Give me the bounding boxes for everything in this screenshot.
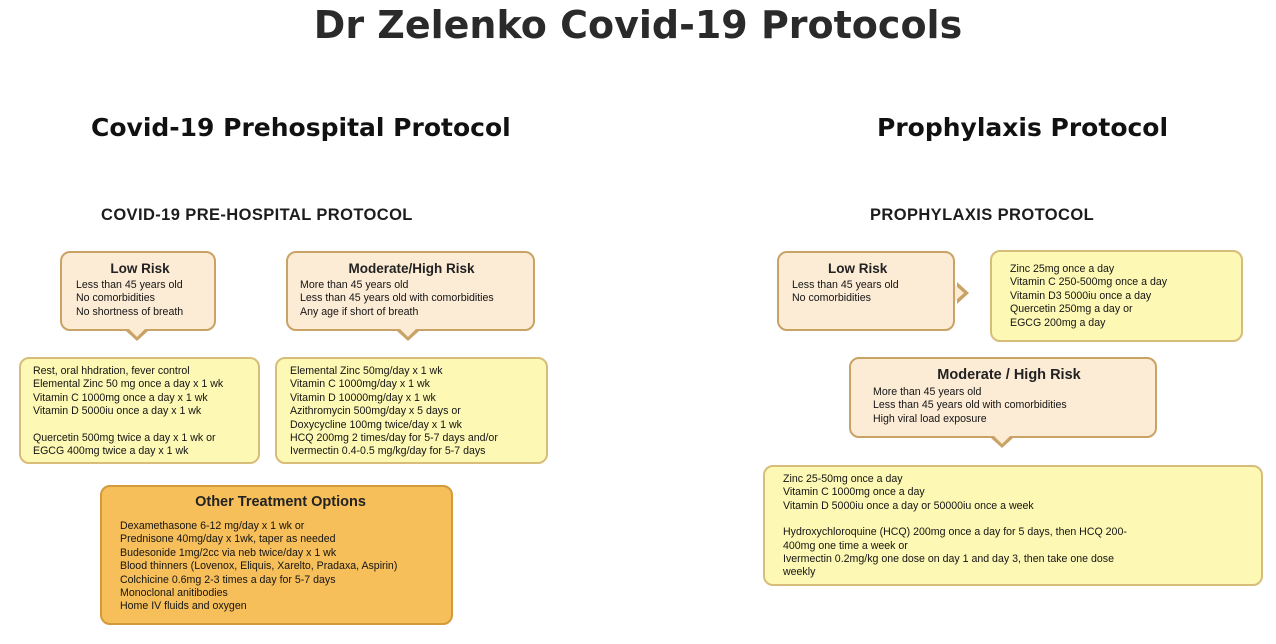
criteria-line: Less than 45 years old [792,279,899,291]
treatment-line: Doxycycline 100mg twice/day x 1 wk [290,418,462,431]
arrow-down-icon [397,331,419,341]
prophylaxis-low-risk-box [777,251,955,331]
arrow-down-icon [126,331,148,341]
treatment-line: Rest, oral hhdration, fever control [33,365,190,377]
treatment-line: Quercetin 500mg twice a day x 1 wk or [33,431,216,444]
treatment-line: Vitamin D3 5000iu once a day [1010,289,1152,302]
prehospital-moderate-risk-box [286,251,535,331]
prophylaxis-section-title: Prophylaxis Protocol [877,113,1169,142]
low-risk-title: Low Risk [828,261,888,276]
prehospital-low-risk-box [60,251,216,331]
treatment-line: Zinc 25-50mg once a day [783,473,903,485]
criteria-line: Less than 45 years old with comorbidities [873,399,1067,412]
treatment-line: EGCG 200mg a day [1010,316,1106,329]
prehospital-image-heading: COVID-19 PRE-HOSPITAL PROTOCOL [101,206,413,224]
treatment-line: Ivermectin 0.4-0.5 mg/kg/day for 5-7 days [290,445,486,458]
treatment-line: Blood thinners (Lovenox, Eliquis, Xarelto, Pradaxa, Aspirin) [120,560,398,573]
treatment-line: Vitamin D 5000iu once a day or 50000iu once a week [783,499,1034,512]
treatment-line: Home IV fluids and oxygen [120,600,247,613]
prophylaxis-image-heading: PROPHYLAXIS PROTOCOL [870,206,1095,224]
treatment-line: Colchicine 0.6mg 2-3 times a day for 5-7 days [120,573,336,586]
prehospital-moderate-treatment-box [275,357,548,464]
criteria-line: More than 45 years old [300,279,409,291]
treatment-line: Vitamin C 1000mg once a day x 1 wk [33,391,208,404]
treatment-line: Ivermectin 0.2mg/kg one dose on day 1 and day 3, then take one dose [783,553,1114,566]
treatment-line: Hydroxychloroquine (HCQ) 200mg once a day for 5 days, then HCQ 200- [783,526,1127,539]
arrow-right-icon [957,282,969,304]
prehospital-section-title: Covid-19 Prehospital Protocol [91,113,511,142]
criteria-line: More than 45 years old [873,386,982,398]
prophylaxis-moderate-risk-box [849,357,1157,438]
criteria-line: High viral load exposure [873,412,987,425]
treatment-line: Quercetin 250mg a day or [1010,303,1133,316]
criteria-line: Less than 45 years old [76,279,183,291]
treatment-line: Elemental Zinc 50 mg once a day x 1 wk [33,378,224,391]
other-treatment-options-box [100,485,453,625]
treatment-line: Elemental Zinc 50mg/day x 1 wk [290,365,443,377]
treatment-line: Vitamin C 1000mg once a day [783,486,925,499]
criteria-line: No comorbidities [76,292,155,305]
page-title: Dr Zelenko Covid-19 Protocols [313,3,963,47]
treatment-line: Budesonide 1mg/2cc via neb twice/day x 1 wk [120,546,337,559]
treatment-line: Vitamin D 10000mg/day x 1 wk [290,391,436,404]
prophylaxis-low-treatment-box [990,250,1243,342]
treatment-line: weekly [783,566,816,579]
treatment-line: Dexamethasone 6-12 mg/day x 1 wk or [120,520,305,532]
criteria-line: No comorbidities [792,292,871,305]
treatment-line: Prednisone 40mg/day x 1wk, taper as needed [120,533,336,546]
treatment-line: Vitamin C 250-500mg once a day [1010,276,1168,289]
low-risk-title: Low Risk [110,261,170,276]
treatment-line: Vitamin D 5000iu once a day x 1 wk [33,405,202,418]
treatment-line: Vitamin C 1000mg/day x 1 wk [290,378,430,391]
moderate-risk-title: Moderate/High Risk [348,261,475,276]
treatment-line: Azithromycin 500mg/day x 5 days or [290,405,461,418]
treatment-line: Monoclonal anitibodies [120,587,228,600]
treatment-line: EGCG 400mg twice a day x 1 wk [33,445,189,458]
other-options-title: Other Treatment Options [195,494,366,510]
criteria-line: Any age if short of breath [300,305,419,318]
arrow-down-icon [991,438,1013,448]
criteria-line: No shortness of breath [76,305,184,318]
treatment-line: HCQ 200mg 2 times/day for 5-7 days and/or [290,432,498,445]
prehospital-low-treatment-box [19,357,260,464]
moderate-risk-title: Moderate / High Risk [937,367,1081,383]
treatment-line: Zinc 25mg once a day [1010,263,1115,275]
treatment-line: 400mg one time a week or [783,539,908,552]
criteria-line: Less than 45 years old with comorbidities [300,292,494,305]
prophylaxis-moderate-treatment-box [763,465,1263,586]
